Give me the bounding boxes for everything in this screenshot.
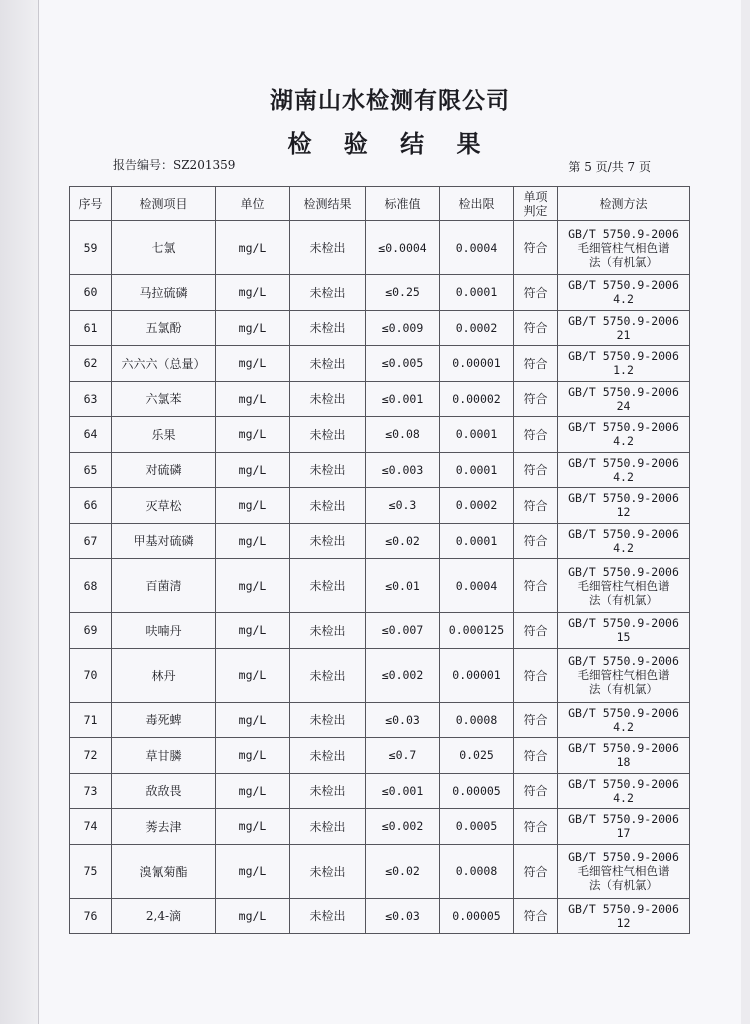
column-header-method: 检测方法 xyxy=(558,187,690,221)
item-name: 五氯酚 xyxy=(112,310,216,346)
item-name: 呋喃丹 xyxy=(112,613,216,649)
row-number: 60 xyxy=(70,275,112,311)
test-method: GB/T 5750.9-2006 4.2 xyxy=(558,523,690,559)
standard-value: ≤0.0004 xyxy=(366,221,440,275)
row-number: 68 xyxy=(70,559,112,613)
standard-value: ≤0.001 xyxy=(366,773,440,809)
table-row xyxy=(70,346,690,382)
test-method: GB/T 5750.9-2006 18 xyxy=(558,738,690,774)
unit: mg/L xyxy=(216,773,290,809)
unit: mg/L xyxy=(216,648,290,702)
column-header-result: 检测结果 xyxy=(290,187,366,221)
judgement: 符合 xyxy=(514,381,558,417)
table-row xyxy=(70,559,690,613)
detection-limit: 0.00001 xyxy=(440,648,514,702)
unit: mg/L xyxy=(216,381,290,417)
detection-limit: 0.00005 xyxy=(440,898,514,934)
standard-value: ≤0.005 xyxy=(366,346,440,382)
table-row xyxy=(70,275,690,311)
judgement: 符合 xyxy=(514,346,558,382)
company-name: 湖南山水检测有限公司 xyxy=(270,87,510,114)
detection-limit: 0.0002 xyxy=(440,310,514,346)
standard-value: ≤0.007 xyxy=(366,613,440,649)
row-number: 75 xyxy=(70,844,112,898)
row-number: 66 xyxy=(70,488,112,524)
detection-limit: 0.0001 xyxy=(440,452,514,488)
standard-value: ≤0.01 xyxy=(366,559,440,613)
detection-limit: 0.00001 xyxy=(440,346,514,382)
unit: mg/L xyxy=(216,452,290,488)
item-name: 林丹 xyxy=(112,648,216,702)
test-method: GB/T 5750.9-2006 15 xyxy=(558,613,690,649)
result: 未检出 xyxy=(290,523,366,559)
judgement: 符合 xyxy=(514,452,558,488)
judgement: 符合 xyxy=(514,221,558,275)
item-name: 溴氰菊酯 xyxy=(112,844,216,898)
item-name: 草甘膦 xyxy=(112,738,216,774)
column-header-no: 序号 xyxy=(70,187,112,221)
row-number: 67 xyxy=(70,523,112,559)
results-table xyxy=(69,186,690,934)
judgement: 符合 xyxy=(514,488,558,524)
detection-limit: 0.025 xyxy=(440,738,514,774)
detection-limit: 0.000125 xyxy=(440,613,514,649)
test-method: GB/T 5750.9-2006 21 xyxy=(558,310,690,346)
result: 未检出 xyxy=(290,310,366,346)
column-header-item: 检测项目 xyxy=(112,187,216,221)
judgement: 符合 xyxy=(514,898,558,934)
table-row xyxy=(70,738,690,774)
unit: mg/L xyxy=(216,310,290,346)
column-header-standard: 标准值 xyxy=(366,187,440,221)
judgement: 符合 xyxy=(514,648,558,702)
table-row xyxy=(70,702,690,738)
row-number: 62 xyxy=(70,346,112,382)
item-name: 甲基对硫磷 xyxy=(112,523,216,559)
row-number: 76 xyxy=(70,898,112,934)
item-name: 六六六（总量） xyxy=(112,346,216,382)
judgement: 符合 xyxy=(514,613,558,649)
test-method: GB/T 5750.9-2006 24 xyxy=(558,381,690,417)
detection-limit: 0.0008 xyxy=(440,844,514,898)
standard-value: ≤0.002 xyxy=(366,648,440,702)
row-number: 70 xyxy=(70,648,112,702)
result: 未检出 xyxy=(290,702,366,738)
result: 未检出 xyxy=(290,346,366,382)
standard-value: ≤0.009 xyxy=(366,310,440,346)
item-name: 对硫磷 xyxy=(112,452,216,488)
test-method: GB/T 5750.9-2006 4.2 xyxy=(558,417,690,453)
item-name: 毒死蜱 xyxy=(112,702,216,738)
unit: mg/L xyxy=(216,613,290,649)
unit: mg/L xyxy=(216,559,290,613)
result: 未检出 xyxy=(290,417,366,453)
result: 未检出 xyxy=(290,809,366,845)
table-row xyxy=(70,523,690,559)
detection-limit: 0.00002 xyxy=(440,381,514,417)
row-number: 74 xyxy=(70,809,112,845)
test-method: GB/T 5750.9-2006 毛细管柱气相色谱 法（有机氯） xyxy=(558,648,690,702)
row-number: 59 xyxy=(70,221,112,275)
test-method: GB/T 5750.9-2006 12 xyxy=(558,488,690,524)
result: 未检出 xyxy=(290,613,366,649)
test-method: GB/T 5750.9-2006 4.2 xyxy=(558,452,690,488)
row-number: 71 xyxy=(70,702,112,738)
judgement: 符合 xyxy=(514,310,558,346)
table-row xyxy=(70,488,690,524)
page-fold-shadow xyxy=(0,0,38,1024)
test-method: GB/T 5750.9-2006 12 xyxy=(558,898,690,934)
table-row xyxy=(70,844,690,898)
table-row xyxy=(70,773,690,809)
table-row xyxy=(70,417,690,453)
judgement: 符合 xyxy=(514,559,558,613)
row-number: 73 xyxy=(70,773,112,809)
test-method: GB/T 5750.9-2006 4.2 xyxy=(558,702,690,738)
judgement: 符合 xyxy=(514,773,558,809)
item-name: 乐果 xyxy=(112,417,216,453)
document-page xyxy=(38,0,741,1024)
table-row xyxy=(70,452,690,488)
unit: mg/L xyxy=(216,488,290,524)
detection-limit: 0.0008 xyxy=(440,702,514,738)
judgement: 符合 xyxy=(514,738,558,774)
unit: mg/L xyxy=(216,417,290,453)
unit: mg/L xyxy=(216,275,290,311)
result: 未检出 xyxy=(290,221,366,275)
result: 未检出 xyxy=(290,275,366,311)
page-number: 第 5 页/共 7 页 xyxy=(568,160,651,174)
standard-value: ≤0.03 xyxy=(366,898,440,934)
standard-value: ≤0.7 xyxy=(366,738,440,774)
test-method: GB/T 5750.9-2006 毛细管柱气相色谱 法（有机氯） xyxy=(558,221,690,275)
judgement: 符合 xyxy=(514,809,558,845)
detection-limit: 0.0002 xyxy=(440,488,514,524)
item-name: 莠去津 xyxy=(112,809,216,845)
table-row xyxy=(70,648,690,702)
standard-value: ≤0.3 xyxy=(366,488,440,524)
unit: mg/L xyxy=(216,221,290,275)
test-method: GB/T 5750.9-2006 毛细管柱气相色谱 法（有机氯） xyxy=(558,844,690,898)
table-row xyxy=(70,898,690,934)
report-number: 报告编号：SZ201359 xyxy=(113,158,236,172)
row-number: 64 xyxy=(70,417,112,453)
detection-limit: 0.0005 xyxy=(440,809,514,845)
result: 未检出 xyxy=(290,648,366,702)
table-row xyxy=(70,809,690,845)
unit: mg/L xyxy=(216,523,290,559)
result: 未检出 xyxy=(290,773,366,809)
unit: mg/L xyxy=(216,844,290,898)
result: 未检出 xyxy=(290,898,366,934)
item-name: 六氯苯 xyxy=(112,381,216,417)
item-name: 百菌清 xyxy=(112,559,216,613)
result: 未检出 xyxy=(290,488,366,524)
standard-value: ≤0.003 xyxy=(366,452,440,488)
test-method: GB/T 5750.9-2006 4.2 xyxy=(558,275,690,311)
unit: mg/L xyxy=(216,898,290,934)
row-number: 61 xyxy=(70,310,112,346)
result: 未检出 xyxy=(290,381,366,417)
standard-value: ≤0.001 xyxy=(366,381,440,417)
result: 未检出 xyxy=(290,738,366,774)
row-number: 65 xyxy=(70,452,112,488)
detection-limit: 0.0001 xyxy=(440,523,514,559)
table-row xyxy=(70,381,690,417)
item-name: 七氯 xyxy=(112,221,216,275)
column-header-unit: 单位 xyxy=(216,187,290,221)
item-name: 马拉硫磷 xyxy=(112,275,216,311)
standard-value: ≤0.02 xyxy=(366,523,440,559)
standard-value: ≤0.002 xyxy=(366,809,440,845)
item-name: 敌敌畏 xyxy=(112,773,216,809)
test-method: GB/T 5750.9-2006 4.2 xyxy=(558,773,690,809)
test-method: GB/T 5750.9-2006 17 xyxy=(558,809,690,845)
row-number: 69 xyxy=(70,613,112,649)
standard-value: ≤0.25 xyxy=(366,275,440,311)
row-number: 63 xyxy=(70,381,112,417)
test-method: GB/T 5750.9-2006 毛细管柱气相色谱 法（有机氯） xyxy=(558,559,690,613)
document-title: 检 验 结 果 xyxy=(287,129,493,158)
detection-limit: 0.0004 xyxy=(440,221,514,275)
judgement: 符合 xyxy=(514,523,558,559)
row-number: 72 xyxy=(70,738,112,774)
item-name: 2,4-滴 xyxy=(112,898,216,934)
judgement: 符合 xyxy=(514,275,558,311)
unit: mg/L xyxy=(216,702,290,738)
detection-limit: 0.0001 xyxy=(440,417,514,453)
table-row xyxy=(70,310,690,346)
unit: mg/L xyxy=(216,346,290,382)
standard-value: ≤0.02 xyxy=(366,844,440,898)
standard-value: ≤0.03 xyxy=(366,702,440,738)
column-header-limit: 检出限 xyxy=(440,187,514,221)
column-header-judgement: 单项 判定 xyxy=(514,187,558,221)
unit: mg/L xyxy=(216,809,290,845)
table-row xyxy=(70,613,690,649)
result: 未检出 xyxy=(290,844,366,898)
table-row xyxy=(70,221,690,275)
result: 未检出 xyxy=(290,559,366,613)
result: 未检出 xyxy=(290,452,366,488)
unit: mg/L xyxy=(216,738,290,774)
detection-limit: 0.00005 xyxy=(440,773,514,809)
judgement: 符合 xyxy=(514,844,558,898)
judgement: 符合 xyxy=(514,702,558,738)
test-method: GB/T 5750.9-2006 1.2 xyxy=(558,346,690,382)
table-header-row xyxy=(70,187,690,221)
detection-limit: 0.0004 xyxy=(440,559,514,613)
item-name: 灭草松 xyxy=(112,488,216,524)
standard-value: ≤0.08 xyxy=(366,417,440,453)
judgement: 符合 xyxy=(514,417,558,453)
detection-limit: 0.0001 xyxy=(440,275,514,311)
